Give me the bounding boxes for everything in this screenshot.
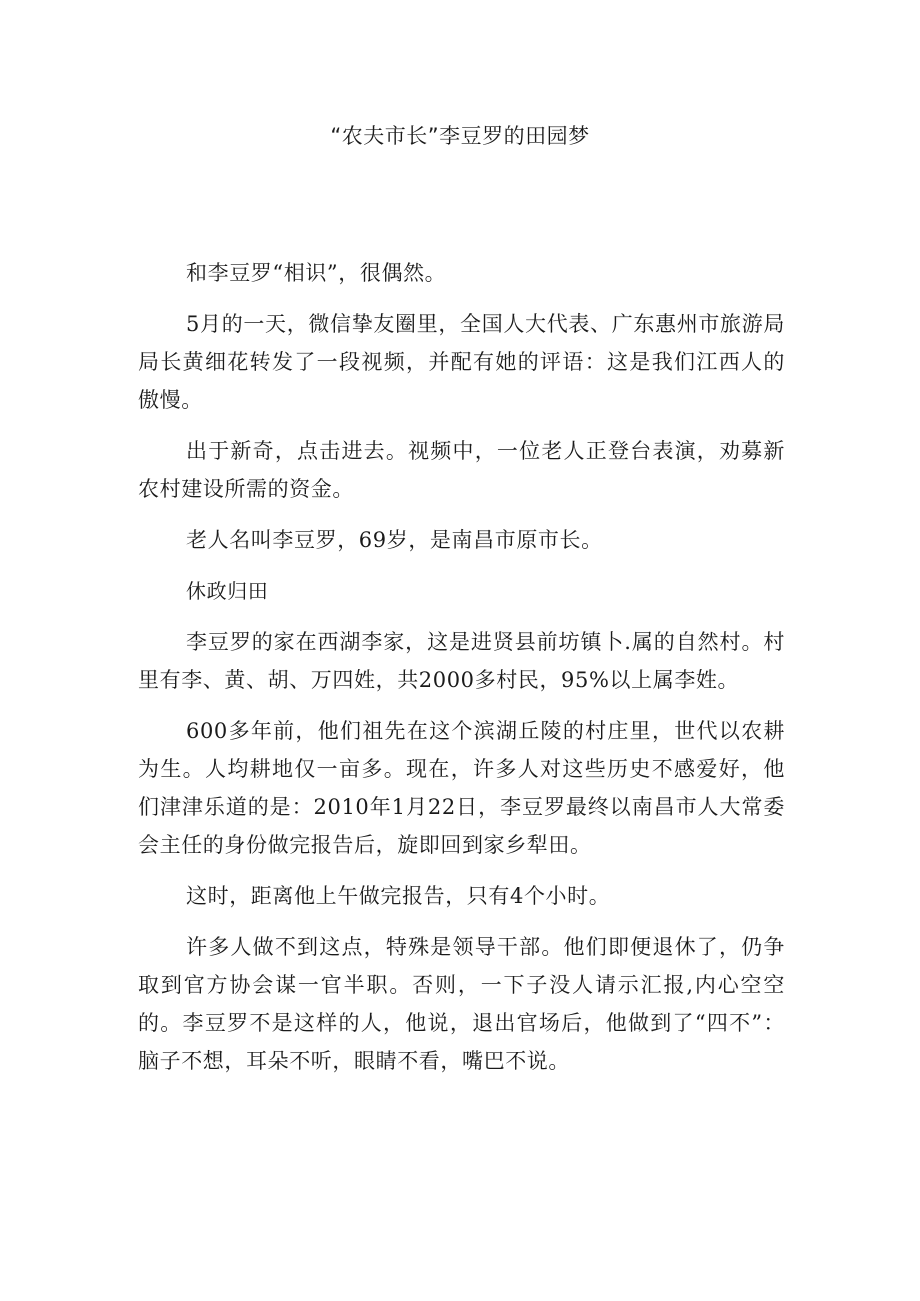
document-body — [138, 254, 785, 1093]
paragraph-old-man: 老人名叫李豆罗，69岁，是南昌市原市长。 — [186, 528, 603, 552]
paragraph-history: 600多年前，他们祖先在这个滨湖丘陵的村庄里，世代以农耕为生。人均耕地仅一亩多。现在，许多人对这些历史不感爱好，他们津津乐道的是：2010年1月22日，李豆罗最终以南昌市人大常委会主任的身份做完报告后，旋即回到家乡犁田。 — [138, 719, 785, 857]
paragraph-hometown: 李豆罗的家在西湖李家，这是进贤县前坊镇卜.属的自然村。村里有李、黄、胡、万四姓，共2000多村民，95%以上属李姓。 — [138, 630, 785, 692]
paragraph-four-hours: 这时，距离他上午做完报告，只有4个小时。 — [186, 884, 611, 908]
paragraph-curiosity: 出于新奇，点击进去。视频中，一位老人正登台表演，劝募新农村建设所需的资金。 — [138, 439, 785, 501]
paragraph-video-shared: 5月的一天，微信挚友圈里，全国人大代表、广东惠州市旅游局局长黄细花转发了一段视频，并配有她的评语：这是我们江西人的傲慢。 — [138, 312, 785, 412]
document-title: “农夫市长”李豆罗的田园梦 — [330, 124, 590, 148]
paragraph-four-nots: 许多人做不到这点，特殊是领导干部。他们即便退休了，仍争取到官方协会谋一官半职。否则，一下子没人请示汇报,内心空空的。李豆罗不是这样的人，他说，退出官场后，他做到了“四不”：脑子不想，耳朵不听，眼睛不看，嘴巴不说。 — [138, 935, 785, 1073]
paragraph-intro: 和李豆罗“相识”，很偶然。 — [186, 261, 447, 285]
section-heading: 休政归田 — [186, 579, 269, 603]
